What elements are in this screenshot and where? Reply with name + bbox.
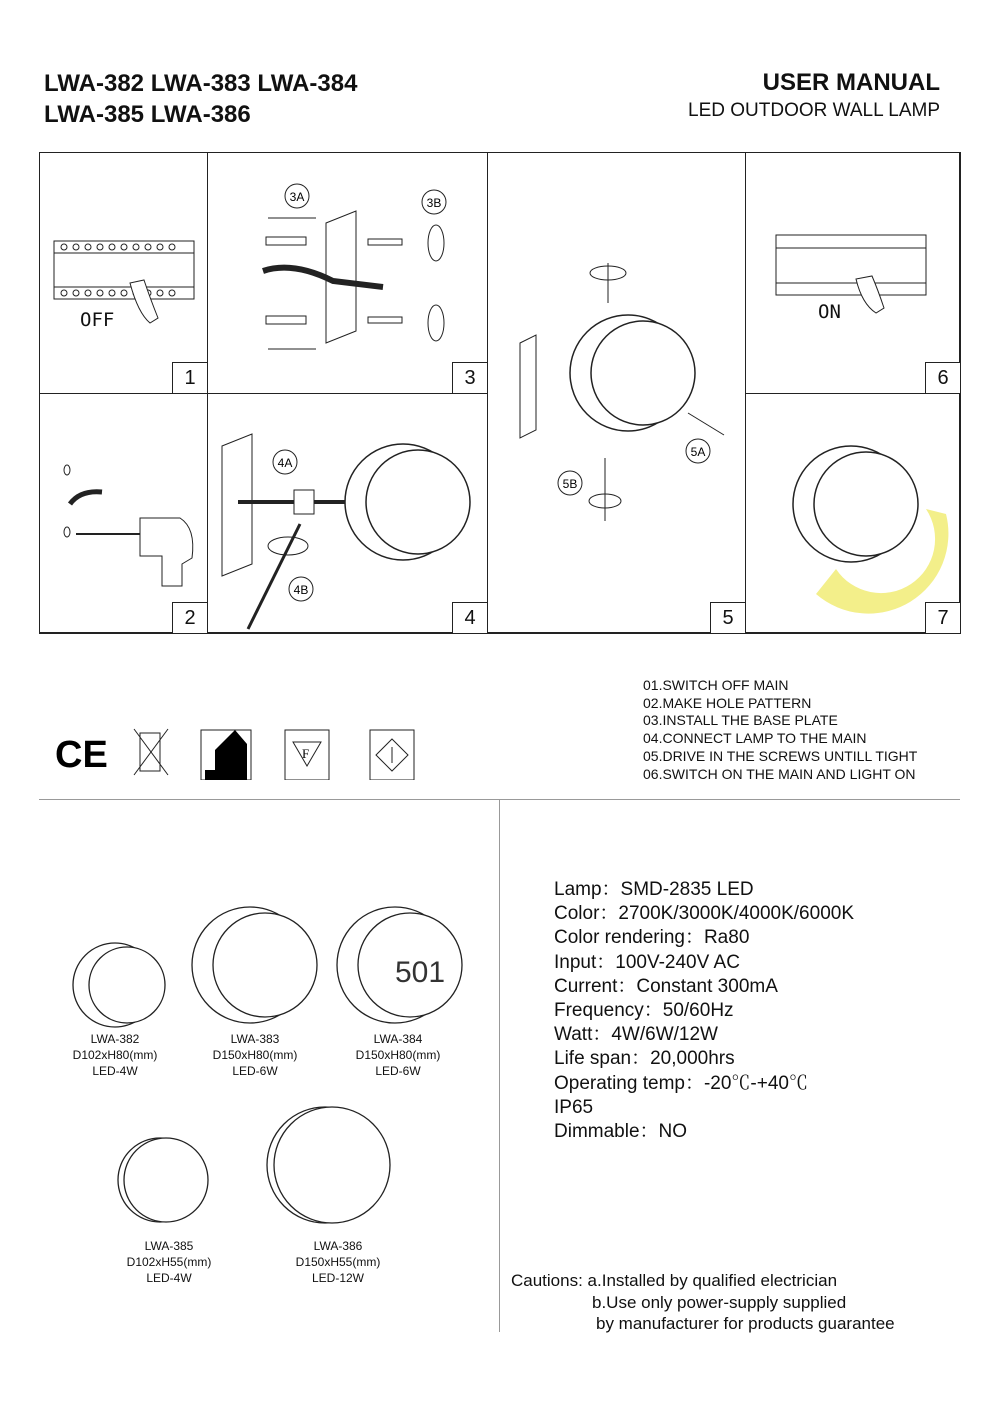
product-caption-lwa-384: LWA-384 D150xH80(mm) LED-6W — [355, 1032, 441, 1078]
product-caption-lwa-382: LWA-382 D102xH80(mm) LED-4W — [72, 1032, 158, 1078]
certification-icons — [50, 725, 420, 780]
wiring-illustration — [208, 394, 489, 635]
weee-bin-icon — [134, 729, 168, 775]
spec-item: Lamp：SMD-2835 LED — [554, 879, 754, 900]
spec-item: Current：Constant 300mA — [554, 975, 778, 997]
svg-text:F: F — [302, 746, 310, 761]
manual-heading — [688, 68, 940, 124]
panel-2 — [39, 393, 208, 634]
step-number: 7 — [925, 602, 961, 634]
spec-item: IP65 — [554, 1096, 594, 1118]
step-number: 3 — [452, 362, 488, 394]
divider — [499, 800, 500, 1332]
mount-lamp-illustration — [488, 153, 747, 635]
step-item: 03.INSTALL THE BASE PLATE — [643, 712, 838, 729]
doc-subtitle: LED OUTDOOR WALL LAMP — [688, 100, 940, 121]
callout-4b: 4B — [293, 583, 309, 597]
spec-item: Dimmable：NO — [554, 1121, 688, 1143]
lwa-383-drawing — [192, 907, 317, 1023]
base-plate-illustration — [208, 153, 489, 395]
panel-4 — [207, 393, 488, 634]
off-label: OFF — [80, 309, 115, 331]
lwa-386-drawing — [267, 1107, 390, 1223]
caution-line: by manufacturer for products guarantee — [596, 1314, 895, 1333]
on-label: ON — [818, 301, 841, 323]
caution-line: b.Use only power-supply supplied — [592, 1292, 847, 1312]
step-number: 6 — [925, 362, 961, 394]
doc-title: USER MANUAL — [762, 69, 940, 96]
ce-mark-icon — [55, 734, 108, 776]
spec-item: Operating temp：-20℃-+40℃ — [554, 1072, 808, 1094]
panel-3 — [207, 152, 488, 394]
panel-1 — [39, 152, 208, 394]
step-number: 2 — [172, 602, 208, 634]
terminal-block-on-illustration — [746, 153, 962, 395]
panel-5 — [487, 152, 746, 634]
step-item: 01.SWITCH OFF MAIN — [643, 677, 789, 693]
callout-3a: 3A — [289, 190, 305, 204]
callout-5b: 5B — [562, 477, 578, 491]
drilling-illustration — [40, 394, 209, 635]
step-item: 06.SWITCH ON THE MAIN AND LIGHT ON — [643, 765, 916, 782]
spec-item: Color：2700K/3000K/4000K/6000K — [554, 903, 855, 925]
spec-item: Watt：4W/6W/12W — [554, 1024, 718, 1046]
indoor-outdoor-icon — [201, 730, 251, 780]
step-item: 04.CONNECT LAMP TO THE MAIN — [643, 730, 867, 747]
callout-4a: 4A — [277, 456, 293, 470]
svg-text:CE: CE — [55, 734, 108, 776]
lwa-382-drawing — [73, 943, 165, 1027]
terminal-block-off-illustration — [40, 153, 209, 395]
product-caption-lwa-385: LWA-385 D102xH55(mm) LED-4W — [126, 1239, 212, 1285]
models-line-2: LWA-385 LWA-386 — [44, 101, 251, 128]
callout-5a: 5A — [690, 445, 706, 459]
panel-7 — [745, 393, 961, 634]
product-caption-lwa-386: LWA-386 D150xH55(mm) LED-12W — [295, 1239, 381, 1285]
spec-item: Input：100V-240V AC — [554, 951, 740, 973]
installation-steps-grid — [39, 152, 960, 633]
specifications — [554, 878, 854, 1144]
step-number: 1 — [172, 362, 208, 394]
models-line-1: LWA-382 LWA-383 LWA-384 — [44, 70, 358, 97]
spec-item: Frequency：50/60Hz — [554, 1000, 734, 1022]
model-title — [44, 68, 357, 130]
f-mark-icon — [285, 730, 329, 780]
panel-6 — [745, 152, 961, 394]
step-item: 02.MAKE HOLE PATTERN — [643, 694, 812, 711]
lwa-385-drawing — [118, 1138, 208, 1222]
spec-item: Color rendering：Ra80 — [554, 927, 750, 949]
class-i-icon — [370, 730, 414, 780]
product-caption-lwa-383: LWA-383 D150xH80(mm) LED-6W — [212, 1032, 298, 1078]
lwa-384-face-text: 501 — [394, 956, 446, 989]
cautions — [511, 1270, 895, 1335]
spec-item: Life span：20,000hrs — [554, 1048, 735, 1070]
installation-steps-list — [643, 677, 917, 783]
step-item: 05.DRIVE IN THE SCREWS UNTILL TIGHT — [643, 747, 918, 764]
callout-3b: 3B — [426, 196, 442, 210]
step-number: 5 — [710, 602, 746, 634]
caution-line: Cautions: a.Installed by qualified electrician — [511, 1271, 838, 1290]
step-number: 4 — [452, 602, 488, 634]
lamp-lit-illustration — [746, 394, 962, 635]
